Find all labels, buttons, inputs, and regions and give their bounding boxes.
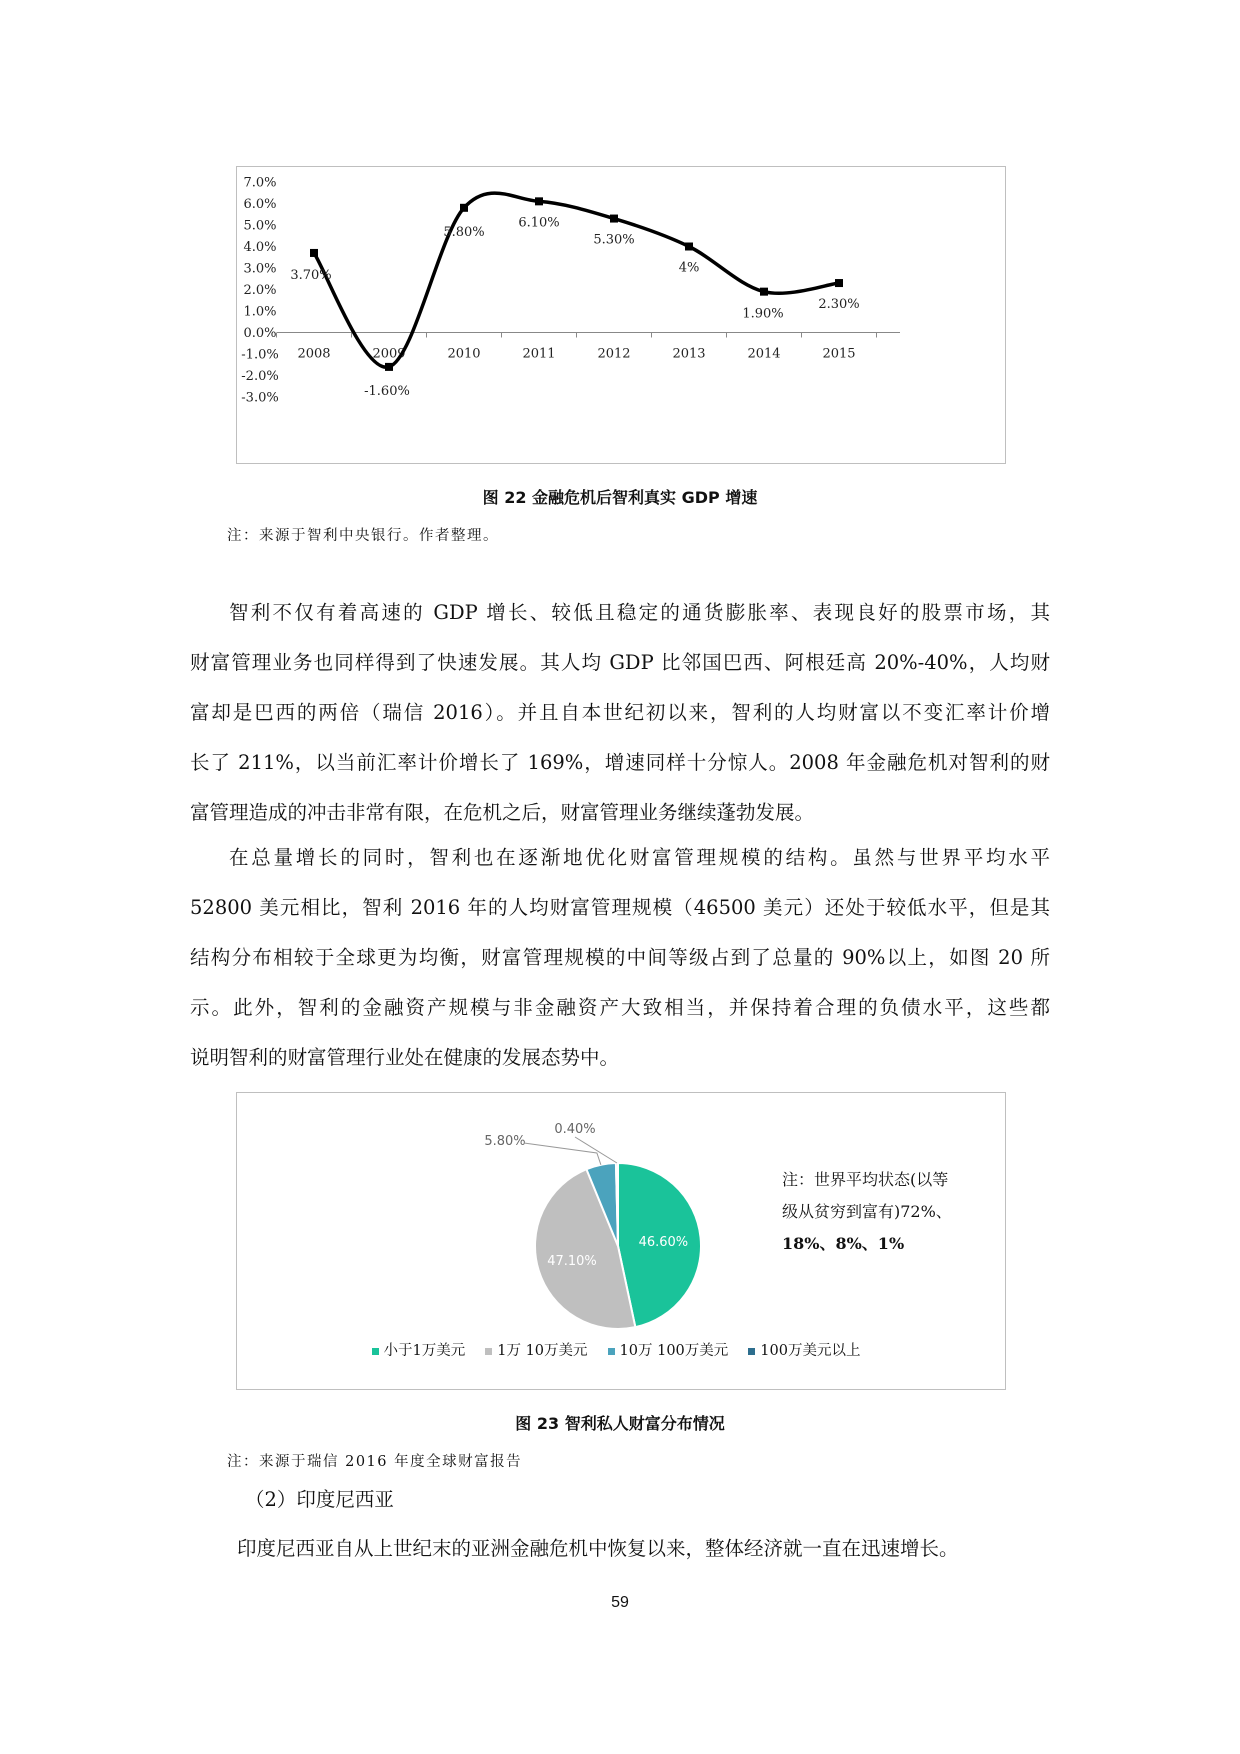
legend-label: 10万 100万美元 [619,1343,729,1359]
paragraph-line: 财富管理业务也同样得到了快速发展。其人均 GDP 比邻国巴西、阿根廷高 20%-40%，人均财 [190,651,1050,674]
y-tick-label: -2.0% [241,369,279,384]
x-tick-label: 2011 [522,346,556,362]
pie-data-label: 46.60% [638,1235,689,1251]
data-point-marker [460,204,468,212]
y-tick-label: 7.0% [243,175,277,191]
legend-label: 1万 10万美元 [497,1343,588,1359]
x-tick-label: 2014 [747,346,781,362]
pie-side-note-line: 级从贫穷到富有)72%、 [782,1202,952,1221]
legend-swatch [748,1348,755,1355]
figure-23-caption: 图 23 智利私人财富分布情况 [515,1414,725,1433]
legend-item [485,1343,587,1359]
gdp-line-chart [237,167,1005,463]
pie-side-note-line: 18%、8%、1% [782,1234,905,1253]
y-tick-label: -1.0% [241,347,279,363]
data-label: 5.30% [593,232,635,248]
legend-item [372,1343,466,1359]
paragraph-line: 结构分布相较于全球更为均衡，财富管理规模的中间等级占到了总量的 90%以上，如图 20 所 [190,946,1050,969]
pie-side-note [782,1164,982,1260]
data-label: 4% [678,260,700,276]
pie-data-label: 47.10% [547,1254,597,1270]
paragraph-2 [190,833,1050,1083]
x-tick-label: 2012 [597,346,631,362]
y-tick-label: 4.0% [243,240,277,255]
data-point-marker [535,197,543,205]
paragraph-line: 示。此外，智利的金融资产规模与非金融资产大致相当，并保持着合理的负债水平，这些都 [190,996,1050,1019]
y-tick-label: 3.0% [243,261,277,277]
legend-label: 小于1万美元 [383,1343,466,1359]
data-label: 1.90% [742,306,784,322]
data-label: 5.80% [443,224,485,240]
gdp-series-line [314,193,839,367]
x-tick-label: 2010 [447,346,481,362]
data-point-marker [610,215,618,223]
paragraph-1 [190,588,1050,838]
x-tick-label: 2013 [672,346,706,362]
legend-item [748,1343,860,1359]
data-label: 3.70% [290,267,332,283]
paragraph-line: 在总量增长的同时，智利也在逐渐地优化财富管理规模的结构。虽然与世界平均水平 [229,846,1050,869]
leader-line [575,1137,617,1163]
figure-22-caption: 图 22 金融危机后智利真实 GDP 增速 [482,488,758,507]
data-point-marker [835,279,843,287]
pie-side-note-line: 注：世界平均状态(以等 [782,1170,949,1189]
y-tick-label: -3.0% [241,390,279,406]
section-first-line: 印度尼西亚自从上世纪末的亚洲金融危机中恢复以来，整体经济就一直在迅速增长。 [237,1537,959,1560]
pie-data-label: 5.80% [484,1134,526,1149]
section-heading: （2）印度尼西亚 [245,1488,394,1511]
data-label: -1.60% [364,383,410,399]
paragraph-line: 长了 211%，以当前汇率计价增长了 169%，增速同样十分惊人。2008 年金融危机对智利的财 [190,751,1050,774]
legend-swatch [485,1348,492,1355]
data-point-marker [685,243,693,251]
legend-item [608,1343,729,1359]
data-label: 6.10% [518,215,560,231]
y-tick-label: 1.0% [243,304,277,320]
paragraph-line: 智利不仅有着高速的 GDP 增长、较低且稳定的通货膨胀率、表现良好的股票市场，其 [229,601,1050,624]
figure-23-note: 注：来源于瑞信 2016 年度全球财富报告 [227,1454,523,1470]
x-tick-label: 2008 [297,346,331,362]
pie-data-label: 0.40% [554,1122,596,1137]
y-tick-label: 6.0% [243,197,277,212]
paragraph-line: 52800 美元相比，智利 2016 年的人均财富管理规模（46500 美元）还处于较低水平，但是其 [190,896,1050,919]
paragraph-line: 富却是巴西的两倍（瑞信 2016）。并且自本世纪初以来，智利的人均财富以不变汇率计价增 [190,701,1050,724]
legend-label: 100万美元以上 [760,1343,861,1359]
legend-swatch [372,1348,379,1355]
data-point-marker [385,363,393,371]
paragraph-line: 富管理造成的冲击非常有限，在危机之后，财富管理业务继续蓬勃发展。 [190,801,815,824]
figure-22-note: 注：来源于智利中央银行。作者整理。 [227,528,499,544]
y-tick-label: 5.0% [243,218,277,234]
x-tick-label: 2009 [372,346,406,362]
data-label: 2.30% [818,297,860,313]
pie-legend [236,1339,996,1360]
gdp-line-chart-frame [236,166,1006,464]
data-point-marker [760,288,768,296]
legend-swatch [608,1348,615,1355]
x-tick-label: 2015 [822,346,856,362]
paragraph-line: 说明智利的财富管理行业处在健康的发展态势中。 [190,1046,620,1069]
data-point-marker [310,249,318,257]
y-tick-label: 0.0% [243,326,277,341]
page-number: 59 [611,1594,629,1611]
y-tick-label: 2.0% [243,283,277,298]
